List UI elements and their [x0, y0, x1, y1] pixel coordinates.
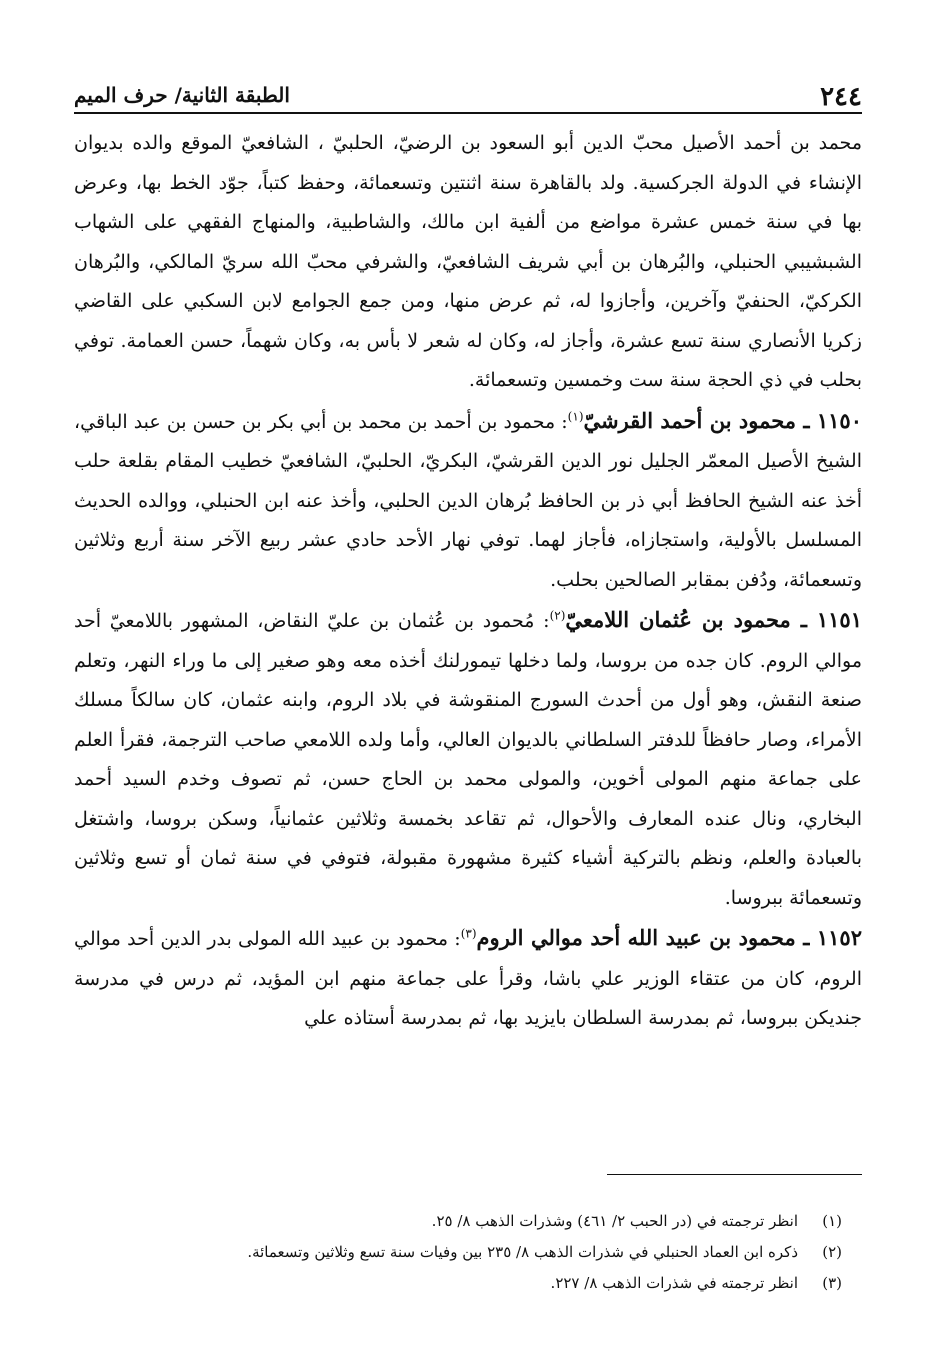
entry-heading: ١١٥١ ـ محمود بن عُثمان اللامعيّ [565, 607, 862, 632]
entry-1150 [74, 401, 862, 601]
entry-1152 [74, 918, 862, 1039]
entry-1151 [74, 600, 862, 918]
main-text [74, 124, 862, 1039]
footnote-reference: (٢) [549, 608, 566, 623]
entry-heading: ١١٥٢ ـ محمود بن عبيد الله أحد موالي الروم [476, 925, 862, 950]
intro-paragraph: محمد بن أحمد الأصيل محبّ الدين أبو السعود بن الرضيّ، الحلبيّ ، الشافعيّ الموقع والده بديوان الإنشاء في الدولة الجركسية. ولد بالقاهرة سنة اثنتين وتسعمائة، وحفظ كتباً، جوّد الخط بها، وعرض بها في سنة خمس عشرة مواضع من ألفية ابن مالك، والشاطبية، والمنهاج الفقهي على الشهاب الشبشيبي الحنبلي، والبُرهان بن أبي شريف الشافعيّ، والشرفي محبّ الله سريّ المالكي، والبُرهان الكركيّ، الحنفيّ وآخرين، وأجازوا له، ثم عرض منها، ومن جمع الجوامع لابن السكبي على القاضي زكريا الأنصاري سنة تسع عشرة، وأجاز له، وكان له شعر لا بأس به، وكان شهماً، حسن العمامة. توفي بحلب في ذي الحجة سنة ست وخمسين وتسعمائة. [74, 132, 862, 391]
footnote-divider [607, 1174, 862, 1175]
page-number: ٢٤٤ [820, 82, 862, 112]
header-divider [74, 112, 862, 114]
footnote-number: (١) [822, 1212, 842, 1230]
footnote-text: انظر ترجمته في شذرات الذهب ٨/ ٢٢٧. [550, 1274, 798, 1292]
footnote [74, 1206, 842, 1237]
entry-heading: ١١٥٠ ـ محمود بن أحمد القرشيّ [583, 407, 862, 433]
entry-text: : مُحمود بن عُثمان بن عليّ النقاض، المشهور باللامعيّ أحد موالي الروم. كان جده من بروسا، ولما دخلها تيمورلنك أخذه معه وهو صغير إلى ما وراء النهر، وتعلم صنعة النقش، وهو أول من أحدث السورج المنقوشة في بلاد الروم، وابنه عثمان، كان سالكاً مسلك الأمراء، وصار حافظاً للدفتر السلطاني بالديوان العالي، وأما ولده اللامعي صاحب الترجمة، فقرأ العلم على جماعة منهم المولى أخوين، والمولى محمد بن الحاج حسن، ثم تصوف وخدم السيد أحمد البخاري، ونال عنده المعارف والأحوال، ثم تقاعد بخمسة وثلاثين عثمانياً، وسكن بروسا، واشتغل بالعبادة والعلم، ونظم بالتركية أشياء كثيرة مشهورة مقبولة، فتوفي في سنة ثمان أو تسع وثلاثين وتسعمائة ببروسا. [74, 610, 862, 909]
running-header [74, 74, 862, 114]
footnotes [74, 1206, 842, 1299]
footnote-number: (٣) [822, 1274, 842, 1292]
entry-text: : محمود بن عبيد الله المولى بدر الدين أحد موالي الروم، كان من عتقاء الوزير علي باشا، وقرأ على جماعة منهم ابن المؤيد، ثم درس في مدرسة جنديكن ببروسا، ثم بمدرسة السلطان بايزيد بها، ثم بمدرسة أستاذه علي [74, 928, 862, 1029]
entry-text: : محمود بن أحمد بن محمد بن أبي بكر بن حسن بن عبد الباقي، الشيخ الأصيل المعمّر الجليل نور الدين القرشيّ، البكريّ، الحلبيّ، الشافعيّ خطيب المقام بقلعة حلب أخذ عنه الشيخ الحافظ أبي ذر بن الحافظ بُرهان الدين الحلبي، وأخذ عنه ابن الحنبلي، ووالده الحديث المسلسل بالأولية، واستجازاه، فأجاز لهما. توفي نهار الأحد حادي عشر ربيع الآخر سنة أربع وثلاثين وتسعمائة، ودُفن بمقابر الصالحين بحلب. [74, 410, 862, 591]
footnote-reference: (٣) [460, 926, 477, 941]
footnote-text: انظر ترجمته في (در الحبب ٢/ ٤٦١) وشذرات الذهب ٨/ ٢٥. [431, 1212, 798, 1230]
footnote [74, 1268, 842, 1299]
footnote-reference: (١) [567, 409, 584, 424]
running-header-title: الطبقة الثانية/ حرف الميم [74, 83, 290, 107]
footnote-text: ذكره ابن العماد الحنبلي في شذرات الذهب ٨/ ٢٣٥ بين وفيات سنة تسع وثلاثين وتسعمائة. [247, 1243, 798, 1261]
footnote [74, 1237, 842, 1268]
footnote-number: (٢) [822, 1243, 842, 1261]
